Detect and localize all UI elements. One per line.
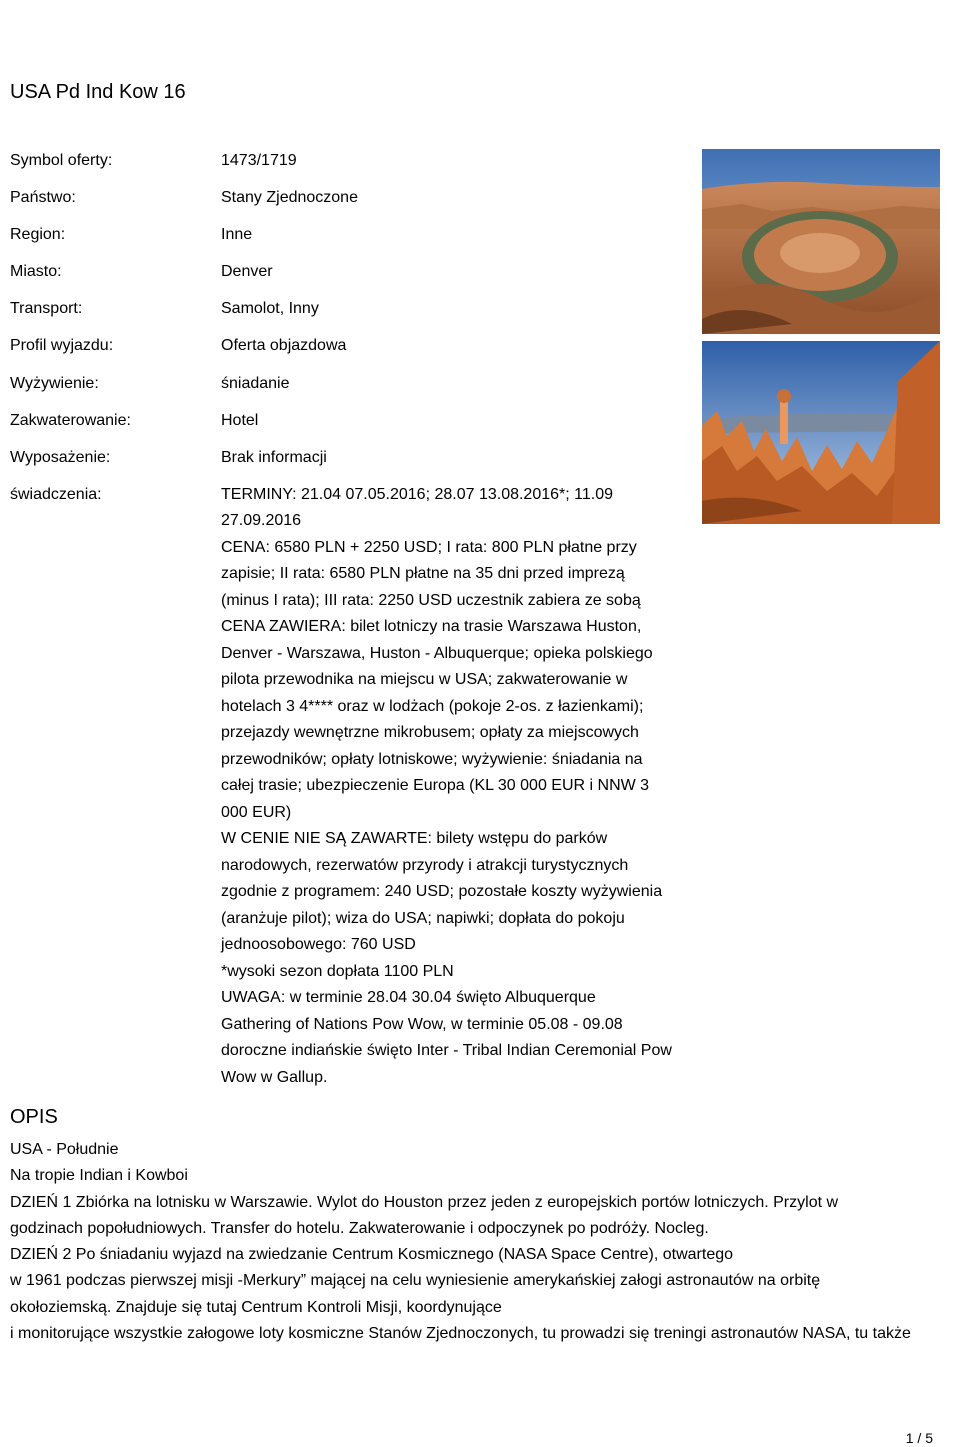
field-label: Państwo: [10,189,76,207]
services-line: narodowych, rezerwatów przyrody i atrakcji turystycznych [221,856,629,874]
field-value: Samolot, Inny [221,300,319,318]
field-label: Zakwaterowanie: [10,411,131,429]
field-label: Transport: [10,300,83,318]
field-board [10,371,700,398]
services-line: zgodnie z programem: 240 USD; pozostałe koszty wyżywienia [221,883,663,901]
description-line: okołoziemską. Znajduje się tutaj Centrum Kontroli Misji, koordynujące [10,1298,502,1316]
description-line: USA - Południe [10,1141,119,1158]
field-offer-symbol [10,148,700,175]
field-label: Miasto: [10,263,62,281]
services-line: CENA ZAWIERA: bilet lotniczy na trasie Warszawa Huston, [221,618,642,636]
services-line: Gathering of Nations Pow Wow, w terminie 05.08 - 09.08 [221,1015,623,1033]
offer-details [10,148,700,1091]
field-city [10,259,700,286]
field-label: Wyposażenie: [10,448,111,466]
description-line: DZIEŃ 2 Po śniadaniu wyjazd na zwiedzanie Centrum Kosmicznego (NASA Space Centre), otwartego [10,1246,734,1264]
services-line: doroczne indiańskie święto Inter - Tribal Indian Ceremonial Pow [221,1042,672,1060]
field-value: śniadanie [221,374,290,392]
field-transport [10,296,700,323]
field-country [10,185,700,212]
field-value: Denver [221,263,273,281]
description-line: Na tropie Indian i Kowboi [10,1167,188,1185]
services-line: przewodników; opłaty lotniskowe; wyżywienie: śniadania na [221,750,643,768]
services-line: W CENIE NIE SĄ ZAWARTE: bilety wstępu do parków [221,830,608,848]
services-line: 27.09.2016 [221,512,302,530]
services-line: UWAGA: w terminie 28.04 30.04 święto Albuquerque [221,989,596,1007]
services-line: Denver - Warszawa, Huston - Albuquerque; opieka polskiego [221,644,653,662]
description-line: godzinach popołudniowych. Transfer do hotelu. Zakwaterowanie i odpoczynek po podróży. Nocleg. [10,1219,709,1237]
field-value: 1473/1719 [221,152,297,169]
services-line: Wow w Gallup. [221,1068,328,1086]
services-line: *wysoki sezon dopłata 1100 PLN [221,962,454,980]
field-label: Symbol oferty: [10,152,113,169]
services-line: całej trasie; ubezpieczenie Europa (KL 30 000 EUR i NNW 3 [221,777,650,795]
description-line: DZIEŃ 1 Zbiórka na lotnisku w Warszawie. Wylot do Houston przez jeden z europejskich portów lotniczych. Przylot w [10,1193,839,1211]
services-line: jednoosobowego: 760 USD [221,936,416,954]
services-line: (minus I rata); III rata: 2250 USD uczestnik zabiera ze sobą [221,591,641,609]
services-line: (aranżuje pilot); wiza do USA; napiwki; dopłata do pokoju [221,909,625,927]
description-line: w 1961 podczas pierwszej misji -Merkury” mającej na celu wyniesienie amerykańskiej załogi astronautów na orbitę [10,1272,821,1290]
services-line: pilota przewodnika na miejscu w USA; zakwaterowanie w [221,671,628,689]
description-body [10,1137,955,1347]
field-services [10,482,700,1092]
services-line: zapisie; II rata: 6580 PLN płatne na 35 dni przed imprezą [221,565,625,583]
horseshoe-bend-photo [702,149,940,334]
field-value: Brak informacji [221,448,327,466]
field-label: Wyżywienie: [10,374,99,392]
services-line: CENA: 6580 PLN + 2250 USD; I rata: 800 PLN płatne przy [221,538,637,556]
services-line: przejazdy wewnętrzne mikrobusem; opłaty za miejscowych [221,724,639,742]
field-label: świadczenia: [10,485,102,503]
description-line: i monitorujące wszystkie załogowe loty kosmiczne Stanów Zjednoczonych, tu prowadzi się treningi astronautów NASA, tu także [10,1325,911,1343]
field-trip-profile [10,333,700,360]
field-accommodation [10,408,700,435]
field-value: Oferta objazdowa [221,337,347,355]
page-indicator: 1 / 5 [905,1430,933,1446]
field-label: Region: [10,226,66,244]
field-equipment [10,445,700,472]
services-line: hotelach 3 4**** oraz w lodżach (pokoje 2-os. z łazienkami); [221,697,644,715]
field-value: Stany Zjednoczone [221,189,358,207]
field-value: Inne [221,226,253,244]
description-heading: OPIS [10,1106,58,1128]
services-line: 000 EUR) [221,803,292,821]
document-title: USA Pd Ind Kow 16 [10,81,186,103]
field-region [10,222,700,249]
field-label: Profil wyjazdu: [10,337,114,355]
bryce-canyon-photo [702,341,940,524]
services-line: TERMINY: 21.04 07.05.2016; 28.07 13.08.2016*; 11.09 [221,485,613,503]
services-text [221,482,701,1092]
field-value: Hotel [221,411,259,429]
